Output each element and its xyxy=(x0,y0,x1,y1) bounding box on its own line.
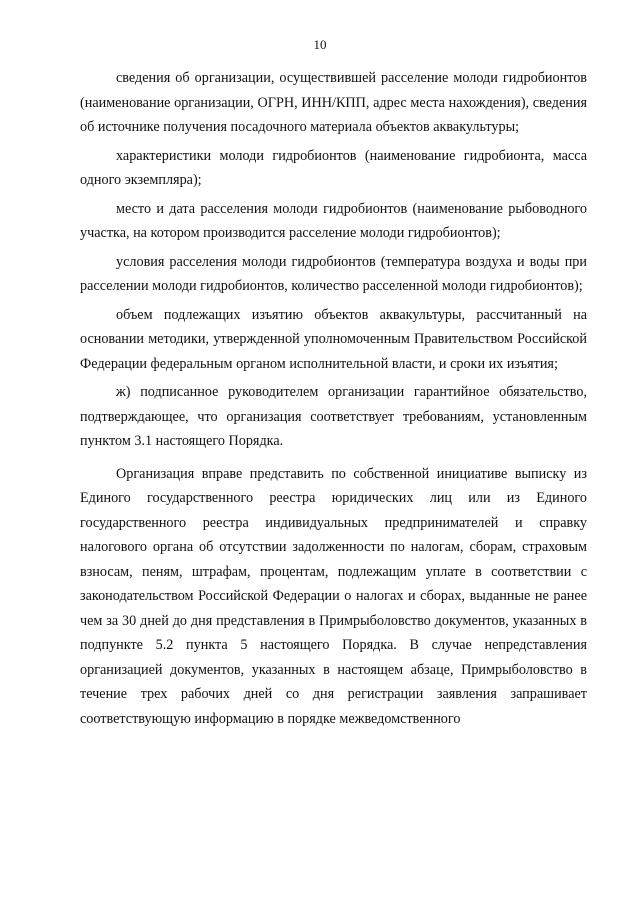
paragraph-release-conditions: условия расселения молоди гидробионтов (температура воздуха и воды при расселении молоди гидробионтов, количество расселенной молоди гидробионтов); xyxy=(80,253,587,294)
paragraph-guarantee-obligation: ж) подписанное руководителем организации гарантийное обязательство, подтверждающее, что организация соответствует требованиям, установленным пунктом 3.1 настоящего Порядка. xyxy=(80,384,587,449)
paragraph-release-place-date: место и дата расселения молоди гидробионтов (наименование рыбоводного участка, на котором производится расселение молоди гидробионтов); xyxy=(80,200,587,241)
paragraph-organization-info: сведения об организации, осуществившей расселение молоди гидробионтов (наименование организации, ОГРН, ИНН/КПП, адрес места нахождения), сведения об источнике получения посадочного материала объектов аквакультуры; xyxy=(80,70,587,135)
paragraph-harvest-volume: объем подлежащих изъятию объектов аквакультуры, рассчитанный на основании методики, утвержденной уполномоченным Правительством Российской Федерации федеральным органом исполнительной власти, и сроки их изъятия; xyxy=(80,306,587,372)
paragraph-juvenile-characteristics: характеристики молоди гидробионтов (наименование гидробионта, масса одного экземпляра); xyxy=(80,147,587,188)
page-number: 10 xyxy=(313,37,327,52)
document-body xyxy=(80,66,587,735)
paragraph-optional-documents: Организация вправе представить по собственной инициативе выписку из Единого государственного реестра юридических лиц или из Единого государственного реестра индивидуальных предпринимателей и справку налогового органа об отсутствии задолженности по налогам, сборам, страховым взносам, пеням, штрафам, процентам, подлежащим уплате в соответствии с законодательством Российской Федерации о налогах и сборах, выданные не ранее чем за 30 дней до дня представления в Примрыболовство документов, указанных в подпункте 5.2 пункта 5 настоящего Порядка. В случае непредставления организацией документов, указанных в настоящем абзаце, Примрыболовство в течение трех рабочих дней со дня регистрации заявления запрашивает соответствующую информацию в порядке межведомственного xyxy=(80,465,587,727)
